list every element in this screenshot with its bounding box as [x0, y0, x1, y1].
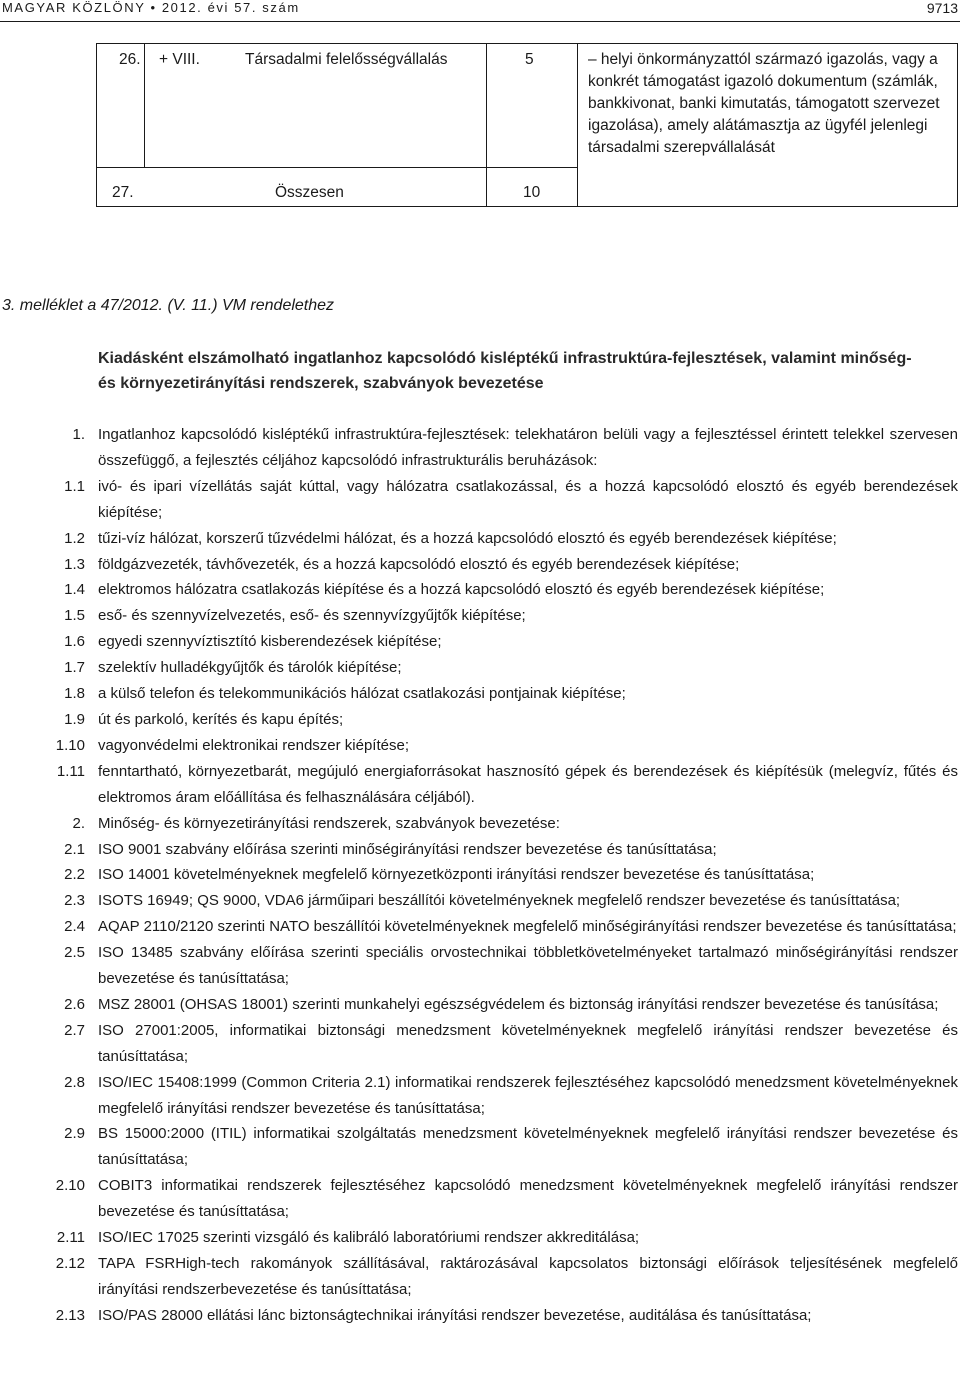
item-text: tűzi-víz hálózat, korszerű tűzvédelmi hálózat, és a hozzá kapcsolódó elosztó és egyéb berendezések kiépítése; — [98, 529, 837, 547]
item-number: 2.3 — [64, 892, 85, 910]
list-item — [0, 1225, 960, 1251]
row-26-code: + VIII. — [159, 51, 200, 68]
item-number: 1.11 — [56, 762, 85, 780]
item-number: 2.9 — [64, 1125, 85, 1143]
item-text: ISO/IEC 15408:1999 (Common Criteria 2.1) informatikai rendszerek fejlesztéséhez kapcsolódó menedzsment követelményeknek megfelelő irányítási rendszer bevezetése és tanúsíttatása; — [98, 1073, 958, 1117]
section-heading: Kiadásként elszámolható ingatlanhoz kapcsolódó kisléptékű infrastruktúra-fejlesztések, valamint minőség- és környezetirányítási rendszerek, szabványok bevezetése — [98, 350, 912, 392]
list-item — [0, 759, 960, 811]
list-item — [0, 577, 960, 603]
table-divider-num — [144, 44, 145, 167]
item-text: COBIT3 informatikai rendszerek fejlesztéséhez kapcsolódó menedzsment követelményeknek megfelelő irányítási rendszer bevezetése és tanúsíttatása; — [98, 1177, 958, 1221]
item-number: 1.3 — [64, 555, 85, 573]
list-item — [0, 526, 960, 552]
row-26-number: 26. — [119, 51, 141, 68]
item-number: 2.6 — [64, 995, 85, 1013]
list-item — [0, 681, 960, 707]
list-item — [0, 474, 960, 526]
list-item — [0, 1173, 960, 1225]
page-header — [0, 0, 960, 22]
list-item — [0, 862, 960, 888]
list-item — [0, 552, 960, 578]
item-number: 1. — [72, 426, 85, 443]
row-26-label: Társadalmi felelősségvállalás — [245, 51, 448, 68]
header-rule — [0, 21, 960, 22]
item-number: 1.8 — [64, 685, 85, 703]
list-item — [0, 733, 960, 759]
item-text: ISOTS 16949; QS 9000, VDA6 járműipari beszállítói követelményeknek megfelelő rendszer bevezetése és tanúsíttatása; — [98, 892, 901, 910]
list-item — [0, 1303, 960, 1329]
item-text: földgázvezeték, távhővezeték, és a hozzá kapcsolódó elosztó és egyéb berendezések kiépítése; — [98, 555, 740, 573]
list-item — [0, 914, 960, 940]
table-row-divider — [97, 167, 577, 168]
item-text: elektromos hálózatra csatlakozás kiépítése és a hozzá kapcsolódó elosztó és egyéb berendezések kiépítése; — [98, 581, 825, 599]
item-text: vagyonvédelmi elektronikai rendszer kiépítése; — [98, 736, 409, 754]
list-item — [0, 1251, 960, 1303]
table-divider-points — [577, 44, 578, 206]
item-number: 1.6 — [64, 633, 85, 651]
item-text: szelektív hulladékgyűjtők és tárolók kiépítése; — [98, 659, 402, 677]
item-number: 2. — [72, 814, 85, 832]
row-27-number: 27. — [112, 184, 134, 201]
row-27-points: 10 — [523, 184, 541, 201]
item-list — [0, 422, 960, 1329]
item-number: 1.9 — [64, 710, 85, 728]
item-text: Ingatlanhoz kapcsolódó kisléptékű infrastruktúra-fejlesztések: telekhatáron belüli vagy a fejlesztéssel érintett telekkel szervesen összefüggő, a fejlesztés céljához kapcsolódó infrastrukturális beruházások: — [98, 426, 958, 469]
item-text: TAPA FSRHigh-tech rakományok szállításával, raktározásával kapcsolatos biztonsági előírások teljesítésének megfelelő irányítási rendszerbevezetése és tanúsíttatása; — [98, 1255, 958, 1298]
item-number: 2.13 — [55, 1306, 85, 1324]
item-number: 1.5 — [64, 607, 85, 625]
item-text: Minőség- és környezetirányítási rendszerek, szabványok bevezetése: — [98, 814, 560, 832]
list-item — [0, 422, 960, 474]
item-text: ISO 14001 követelményeknek megfelelő környezetközponti irányítási rendszer bevezetése és tanúsíttatása; — [98, 866, 815, 884]
item-text: út és parkoló, kerítés és kapu építés; — [98, 710, 344, 728]
list-item — [0, 837, 960, 863]
row-26-points: 5 — [525, 51, 534, 68]
item-text: ISO 27001:2005, informatikai biztonsági menedzsment követelményeknek megfelelő irányítási rendszer bevezetése és tanúsíttatása; — [98, 1021, 958, 1065]
page-number: 9713 — [926, 0, 958, 16]
list-item — [0, 1121, 960, 1173]
item-text: ISO 13485 szabvány előírása szerinti speciális orvostechnikai többletkövetelményeket tartalmazó minőségirányítási rendszer bevezetése és tanúsíttatása; — [98, 944, 958, 988]
item-text: ISO/PAS 28000 ellátási lánc biztonságtechnikai irányítási rendszer bevezetése, auditálása és tanúsíttatása; — [98, 1306, 812, 1324]
item-number: 2.1 — [64, 840, 85, 858]
row-26-description: – helyi önkormányzattól származó igazolás, vagy a konkrét támogatást igazoló dokumentum (számlák, bankkivonat, banki kimutatás, támogatott szervezet igazolása), amely alátámasztja az ügyfél jelenlegi társadalmi szerepvállalását — [588, 51, 940, 156]
item-number: 2.8 — [64, 1073, 85, 1091]
item-text: ISO/IEC 17025 szerinti vizsgáló és kalibráló laboratóriumi rendszer akkreditálása; — [98, 1229, 640, 1247]
item-number: 1.7 — [64, 659, 85, 677]
table-divider-label — [486, 44, 487, 206]
item-text: ivó- és ipari vízellátás saját kúttal, vagy hálózatra csatlakozással, és a hozzá kapcsolódó elosztó és egyéb berendezések kiépítése; — [98, 477, 958, 521]
list-item — [0, 655, 960, 681]
item-number: 1.4 — [64, 581, 85, 599]
item-number: 2.11 — [56, 1229, 85, 1247]
item-text: eső- és szennyvízelvezetés, eső- és szennyvízgyűjtők kiépítése; — [98, 607, 526, 625]
list-item — [0, 629, 960, 655]
list-item — [0, 811, 960, 837]
item-text: ISO 9001 szabvány előírása szerinti minőségirányítási rendszer bevezetése és tanúsíttatása; — [98, 840, 717, 858]
item-text: fenntartható, környezetbarát, megújuló energiaforrásokat hasznosító gépek és berendezések és kiépítésük (melegvíz, fűtés és elektromos áram előállítása és felhasználására céljából). — [98, 762, 958, 806]
item-text: a külső telefon és telekommunikációs hálózat csatlakozási pontjainak kiépítése; — [98, 685, 626, 703]
list-item — [0, 992, 960, 1018]
list-item — [0, 707, 960, 733]
row-27-label: Összesen — [275, 184, 344, 201]
item-number: 2.10 — [55, 1177, 85, 1195]
item-number: 2.2 — [64, 866, 85, 884]
item-number: 2.7 — [64, 1021, 85, 1039]
item-number: 1.1 — [64, 477, 85, 495]
item-number: 2.5 — [64, 944, 85, 962]
item-text: AQAP 2110/2120 szerinti NATO beszállítói követelményeknek megfelelő minőségirányítási rendszer bevezetése és tanúsíttatása; — [98, 918, 957, 936]
list-item — [0, 603, 960, 629]
item-text: BS 15000:2000 (ITIL) informatikai szolgáltatás menedzsment követelményeknek megfelelő irányítási rendszer bevezetése és tanúsíttatása; — [98, 1125, 958, 1169]
item-number: 1.2 — [64, 529, 85, 547]
scoring-table — [96, 43, 958, 207]
list-item — [0, 1070, 960, 1122]
item-number: 1.10 — [55, 736, 85, 754]
list-item — [0, 1018, 960, 1070]
journal-title: MAGYAR KÖZLÖNY • 2012. évi 57. szám — [2, 0, 300, 15]
item-text: MSZ 28001 (OHSAS 18001) szerinti munkahelyi egészségvédelem és biztonság irányítási rendszer bevezetése és tanúsítása; — [98, 995, 939, 1013]
annex-title: 3. melléklet a 47/2012. (V. 11.) VM rendelethez — [2, 297, 335, 314]
item-text: egyedi szennyvíztisztító kisberendezések kiépítése; — [98, 633, 442, 651]
item-number: 2.4 — [64, 918, 85, 936]
list-item — [0, 888, 960, 914]
list-item — [0, 940, 960, 992]
item-number: 2.12 — [55, 1255, 85, 1272]
